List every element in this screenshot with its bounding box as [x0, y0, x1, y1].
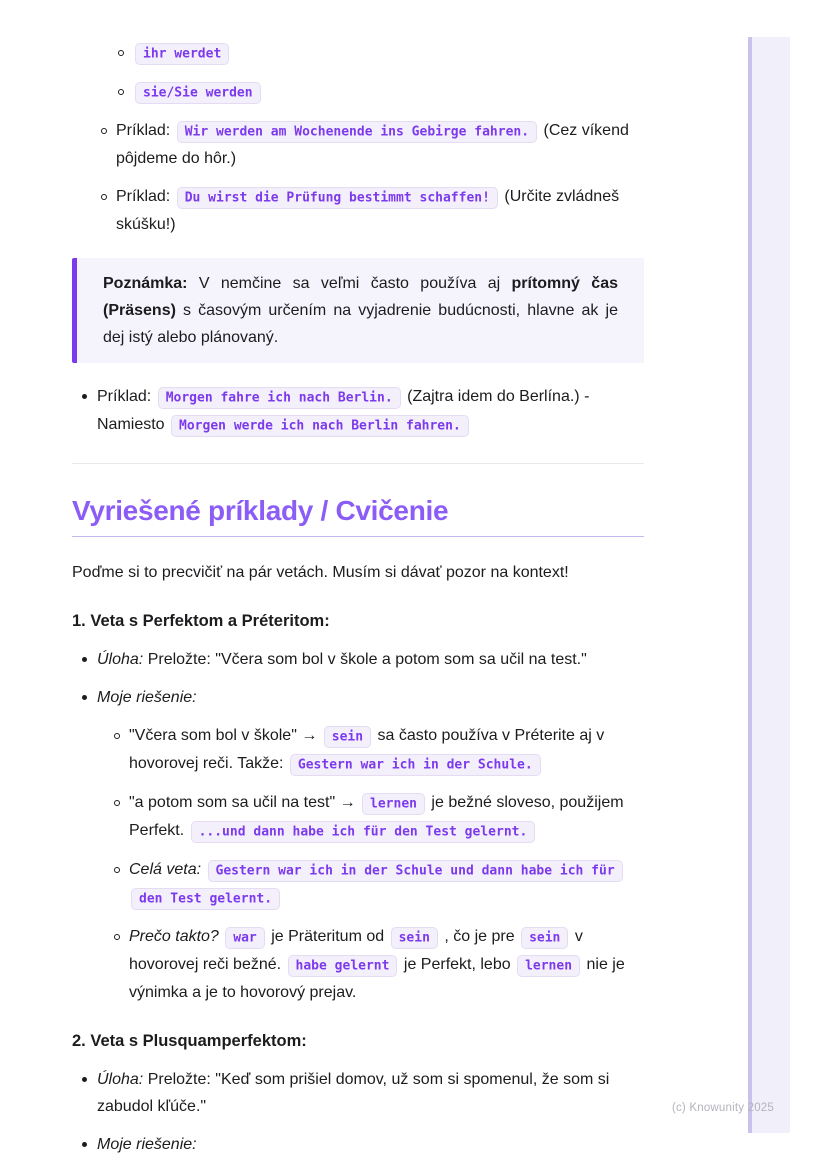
text-segment: (Cez víkend pôjdeme do hôr.)	[116, 122, 629, 167]
text-segment: 1. Veta s Perfektom a Préteritom:	[72, 612, 330, 630]
copyright-watermark: (c) Knowunity 2025	[671, 1102, 774, 1114]
divider-gray	[72, 463, 644, 464]
text-segment	[201, 861, 205, 878]
code-chip: lernen	[517, 955, 580, 977]
text-segment	[219, 928, 223, 945]
numbered-subheading	[72, 608, 644, 635]
code-chip: Gestern war ich in der Schule und dann habe ich für den Test gelernt.	[131, 860, 623, 910]
text-segment: Preložte: "Keď som prišiel domov, už som si spomenul, že som si zabudol kľúče."	[97, 1071, 610, 1115]
text-segment: Príklad:	[116, 188, 175, 205]
text-segment: V nemčine sa veľmi často používa aj	[187, 275, 512, 292]
code-chip: ...und dann habe ich für den Test gelernt.	[191, 821, 536, 843]
bold-text: Poznámka:	[103, 275, 188, 292]
text-segment: s časovým určením na vyjadrenie budúcnosti, hlavne ak je dej istý alebo plánovaný.	[103, 302, 618, 346]
document-body	[72, 28, 644, 1169]
text-segment: Preložte: "Včera som bol v škole a potom som sa učil na test."	[143, 651, 587, 668]
bold-text: prítomný čas (Präsens)	[103, 275, 618, 319]
bullet-list	[114, 722, 644, 1006]
text-segment: 2. Veta s Plusquamperfektom:	[72, 1032, 307, 1050]
text-segment: je bežné sloveso, použijem Perfekt.	[129, 794, 624, 839]
text-segment: "Včera som bol v škole" →	[129, 727, 322, 744]
text-segment: je Perfekt, lebo	[399, 956, 516, 973]
text-segment: (Určite zvládneš skúšku!)	[116, 188, 620, 233]
text-segment: , čo je pre	[439, 928, 520, 945]
divider-purple	[72, 536, 644, 537]
code-chip: sein	[391, 927, 438, 949]
page-edge-strip	[748, 37, 790, 1133]
bullet-list	[118, 39, 644, 106]
bullet-list	[82, 646, 644, 1006]
list-item	[82, 1131, 644, 1158]
text-segment: je Präteritum od	[266, 928, 389, 945]
code-chip: Morgen fahre ich nach Berlin.	[158, 387, 401, 409]
text-segment: "a potom som sa učil na test" →	[129, 794, 361, 811]
bullet-list	[101, 117, 644, 238]
italic-text: Moje riešenie:	[97, 689, 197, 706]
list-item	[118, 39, 644, 67]
italic-text: Moje riešenie:	[97, 1136, 197, 1153]
section-heading: Vyriešené príklady / Cvičenie	[72, 495, 449, 526]
italic-text: Úloha:	[97, 651, 144, 668]
code-chip: sie/Sie werden	[135, 82, 261, 104]
code-chip: habe gelernt	[288, 955, 398, 977]
numbered-subheading	[72, 1028, 644, 1055]
bullet-list	[82, 383, 644, 439]
text-segment: v hovorovej reči bežné.	[129, 928, 583, 973]
list-item	[118, 78, 644, 106]
note-text	[103, 270, 618, 351]
list-item	[114, 722, 644, 778]
list-item	[114, 789, 644, 845]
text-segment: nie je výnimka a je to hovorový prejav.	[129, 956, 625, 1001]
text-segment: Poďme si to precvičiť na pár vetách. Musím si dávať pozor na kontext!	[72, 564, 569, 581]
code-chip: Wir werden am Wochenende ins Gebirge fahren.	[177, 121, 537, 143]
list-item	[82, 684, 644, 1006]
code-chip: Du wirst die Prüfung bestimmt schaffen!	[177, 187, 498, 209]
list-item	[114, 856, 644, 912]
code-chip: lernen	[362, 793, 425, 815]
list-item	[101, 117, 644, 172]
paragraph	[72, 559, 644, 586]
list-item	[114, 923, 644, 1006]
list-item	[101, 183, 644, 238]
code-chip: ihr werdet	[135, 43, 229, 65]
italic-text: Úloha:	[97, 1071, 144, 1088]
text-segment: Príklad:	[97, 388, 156, 405]
list-item	[82, 383, 644, 439]
italic-text: Celá veta:	[129, 861, 202, 878]
code-chip: Morgen werde ich nach Berlin fahren.	[171, 415, 469, 437]
code-chip: sein	[324, 726, 371, 748]
code-chip: sein	[521, 927, 568, 949]
code-chip: war	[225, 927, 264, 949]
code-chip: Gestern war ich in der Schule.	[290, 754, 541, 776]
text-segment: (Zajtra idem do Berlína.) - Namiesto	[97, 388, 590, 433]
list-item	[82, 646, 644, 673]
text-segment: sa často používa v Préterite aj v hovorovej reči. Takže:	[129, 727, 605, 772]
italic-text: Prečo takto?	[129, 928, 219, 945]
note-callout	[72, 258, 644, 363]
text-segment: Príklad:	[116, 122, 175, 139]
